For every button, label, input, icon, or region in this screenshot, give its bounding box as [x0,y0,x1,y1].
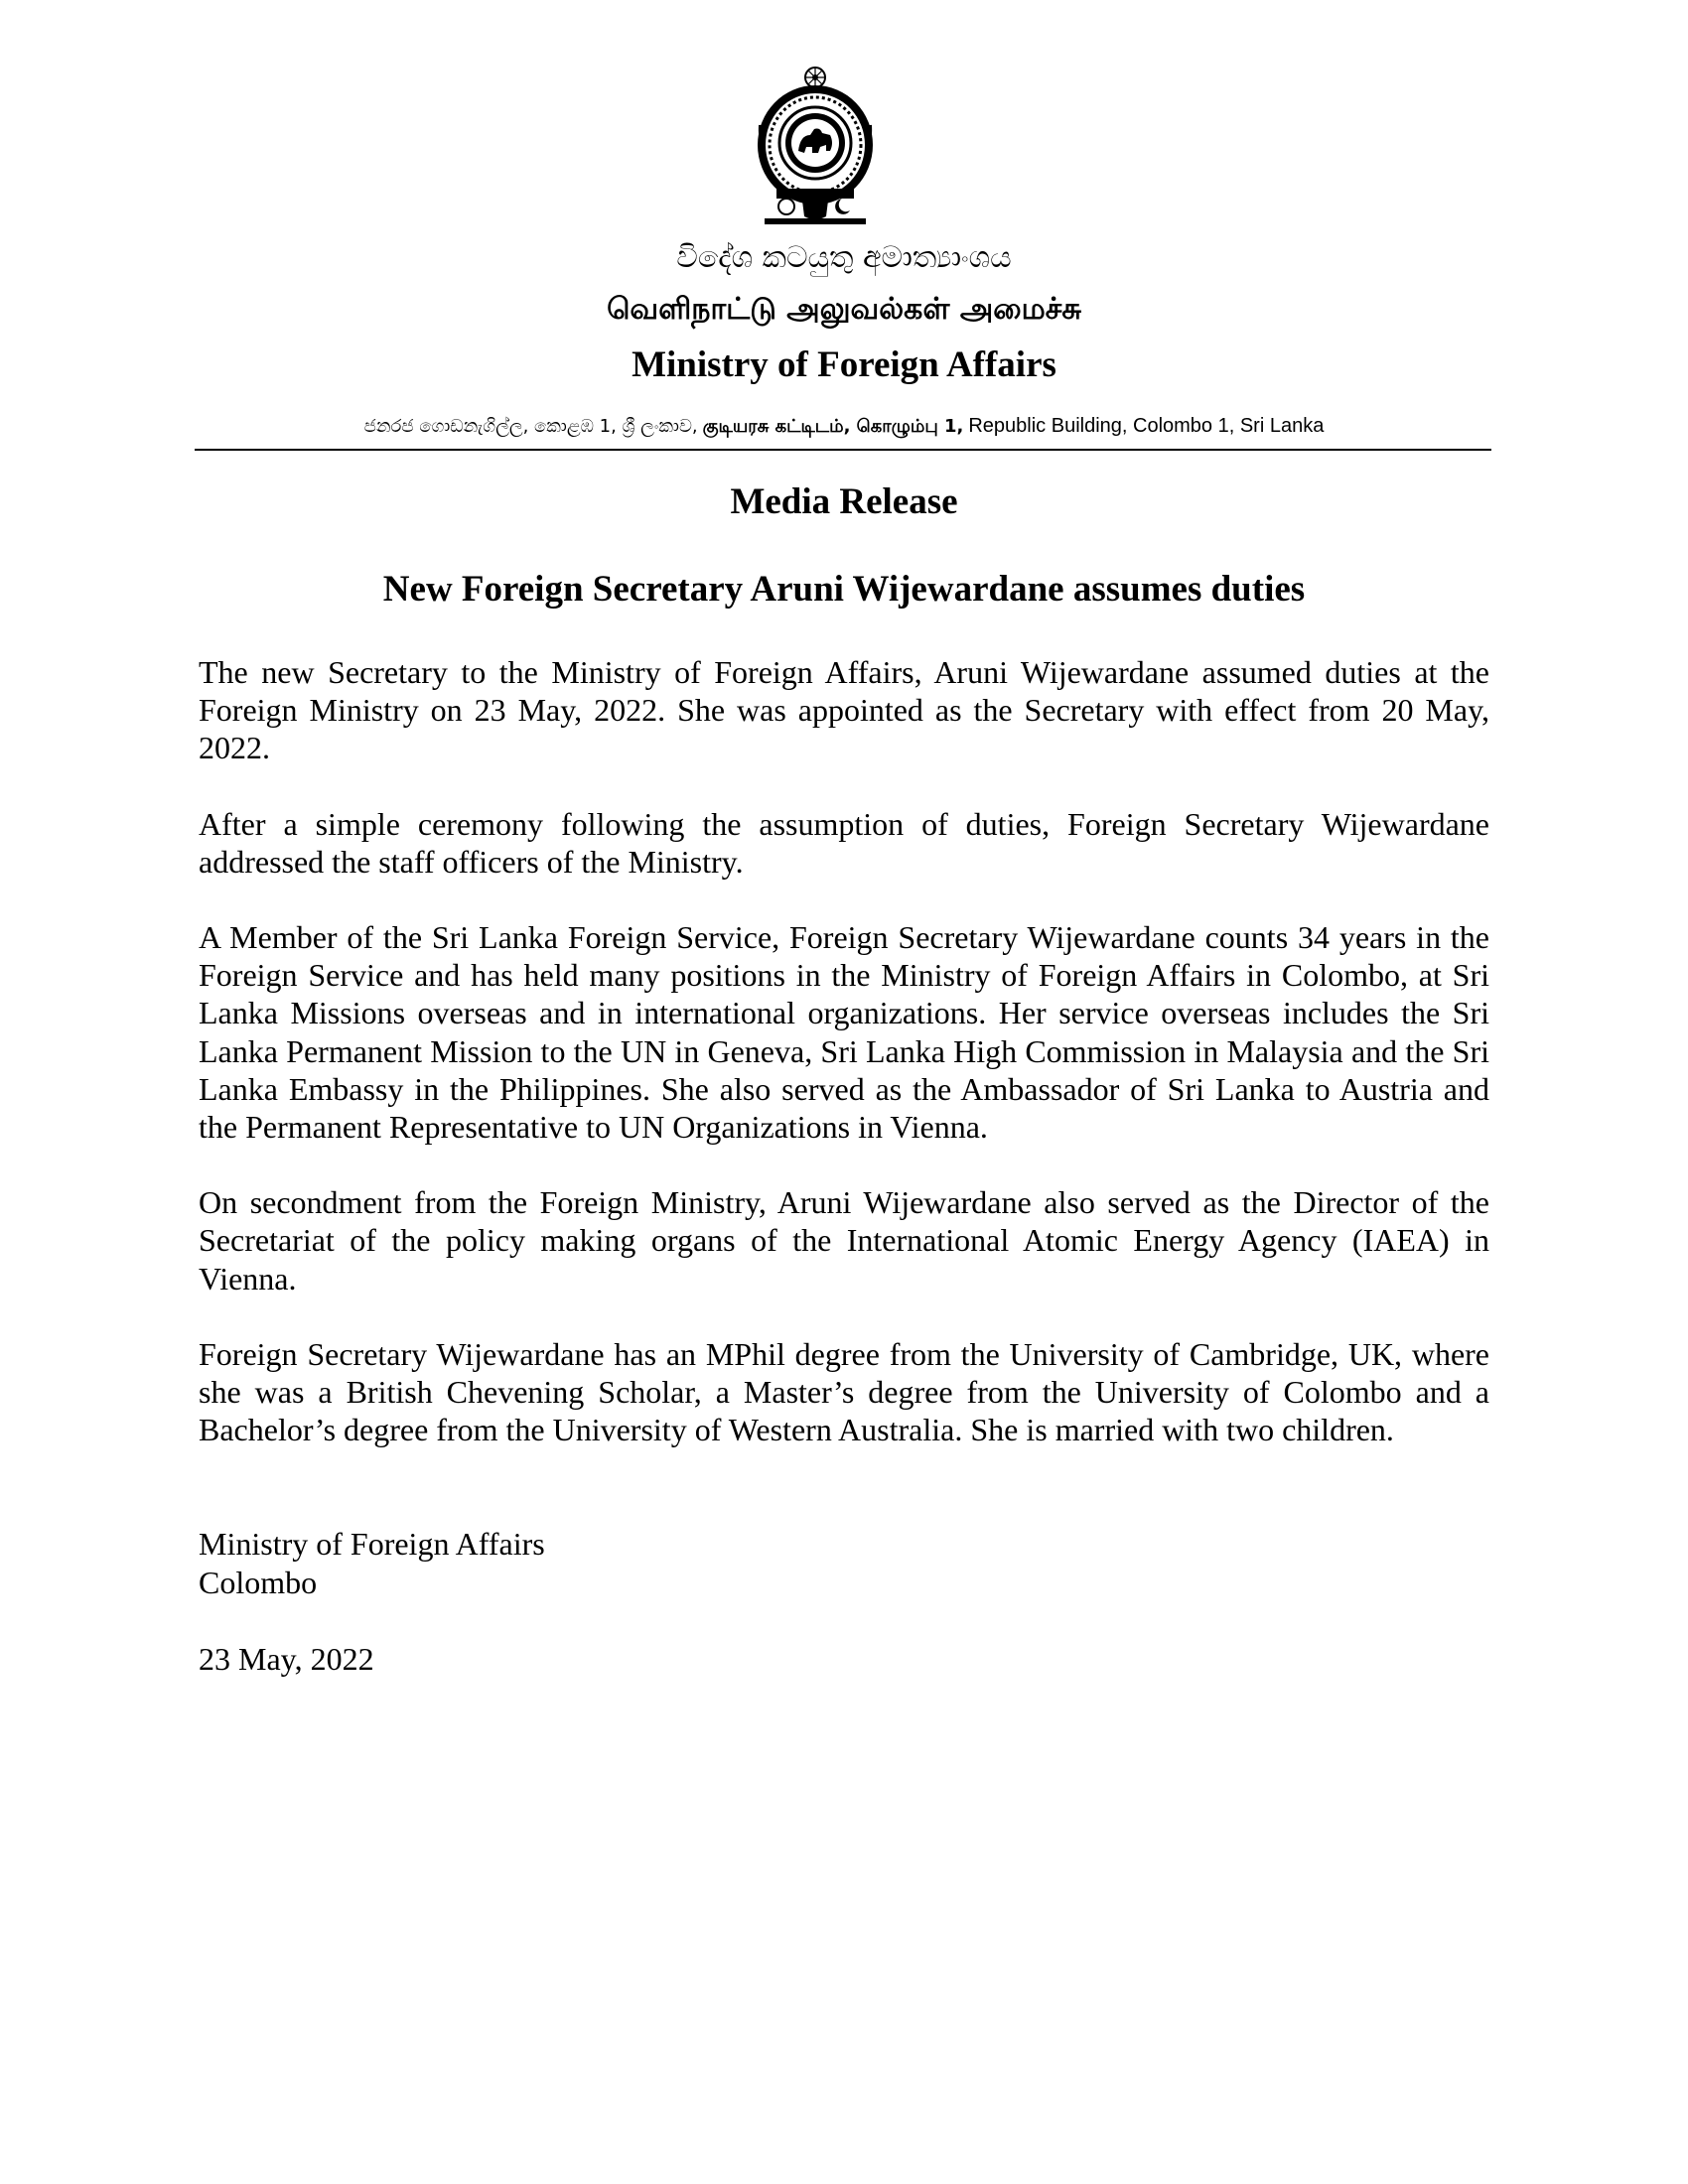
ministry-title-sinhala: විදේශ කටයුතු අමාත්‍යාංශය [676,240,1012,275]
body-paragraph: The new Secretary to the Ministry of Foreign Affairs, Aruni Wijewardane assumed duties at the Foreign Ministry on 23 May, 2022. She was appointed as the Secretary with effect from 20 May, 2022. [199,654,1489,766]
header-divider [195,449,1491,451]
body-paragraph: On secondment from the Foreign Ministry, Aruni Wijewardane also served as the Director of the Secretariat of the policy making organs of the International Atomic Energy Agency (IAEA) in Vienna. [199,1184,1489,1297]
body-paragraph: Foreign Secretary Wijewardane has an MPhil degree from the University of Cambridge, UK, where she was a British Chevening Scholar, a Master’s degree from the University of Colombo and a Bachelor’s degree from the University of Western Australia. She is married with two children. [199,1335,1489,1448]
signature-city: Colombo [199,1564,318,1600]
sri-lanka-national-emblem-icon [755,66,876,224]
address-tamil: குடியரசு கட்டிடம், கொழும்பு 1, [702,416,964,437]
release-date: 23 May, 2022 [199,1641,374,1677]
body-paragraph: A Member of the Sri Lanka Foreign Service, Foreign Secretary Wijewardane counts 34 years in the Foreign Service and has held many positions in the Ministry of Foreign Affairs in Colombo, at Sri Lanka Missions overseas and in international organizations. Her service overseas includes the Sri Lanka Permanent Mission to the UN in Geneva, Sri Lanka High Commission in Malaysia and the Sri Lanka Embassy in the Philippines. She also served as the Ambassador of Sri Lanka to Austria and the Permanent Representative to UN Organizations in Vienna. [199,919,1489,1146]
release-body [199,653,1489,1486]
ministry-address [0,411,1688,442]
ministry-title-english: Ministry of Foreign Affairs [632,344,1056,385]
ministry-title-tamil: வெளிநாட்டு அலுவல்கள் அமைச்சு [607,292,1081,327]
signature-organization: Ministry of Foreign Affairs [199,1526,545,1562]
address-english: Republic Building, Colombo 1, Sri Lanka [968,415,1325,437]
document-type-label: Media Release [730,481,958,522]
release-headline: New Foreign Secretary Aruni Wijewardane assumes duties [382,569,1306,610]
body-paragraph: After a simple ceremony following the assumption of duties, Foreign Secretary Wijewardane addressed the staff officers of the Ministry. [199,805,1489,880]
address-sinhala: ජනරජ ගොඩනැගිල්ල, කොළඹ 1, ශ්‍රී ලංකාව, [363,416,698,437]
signature-block [199,1525,993,1601]
